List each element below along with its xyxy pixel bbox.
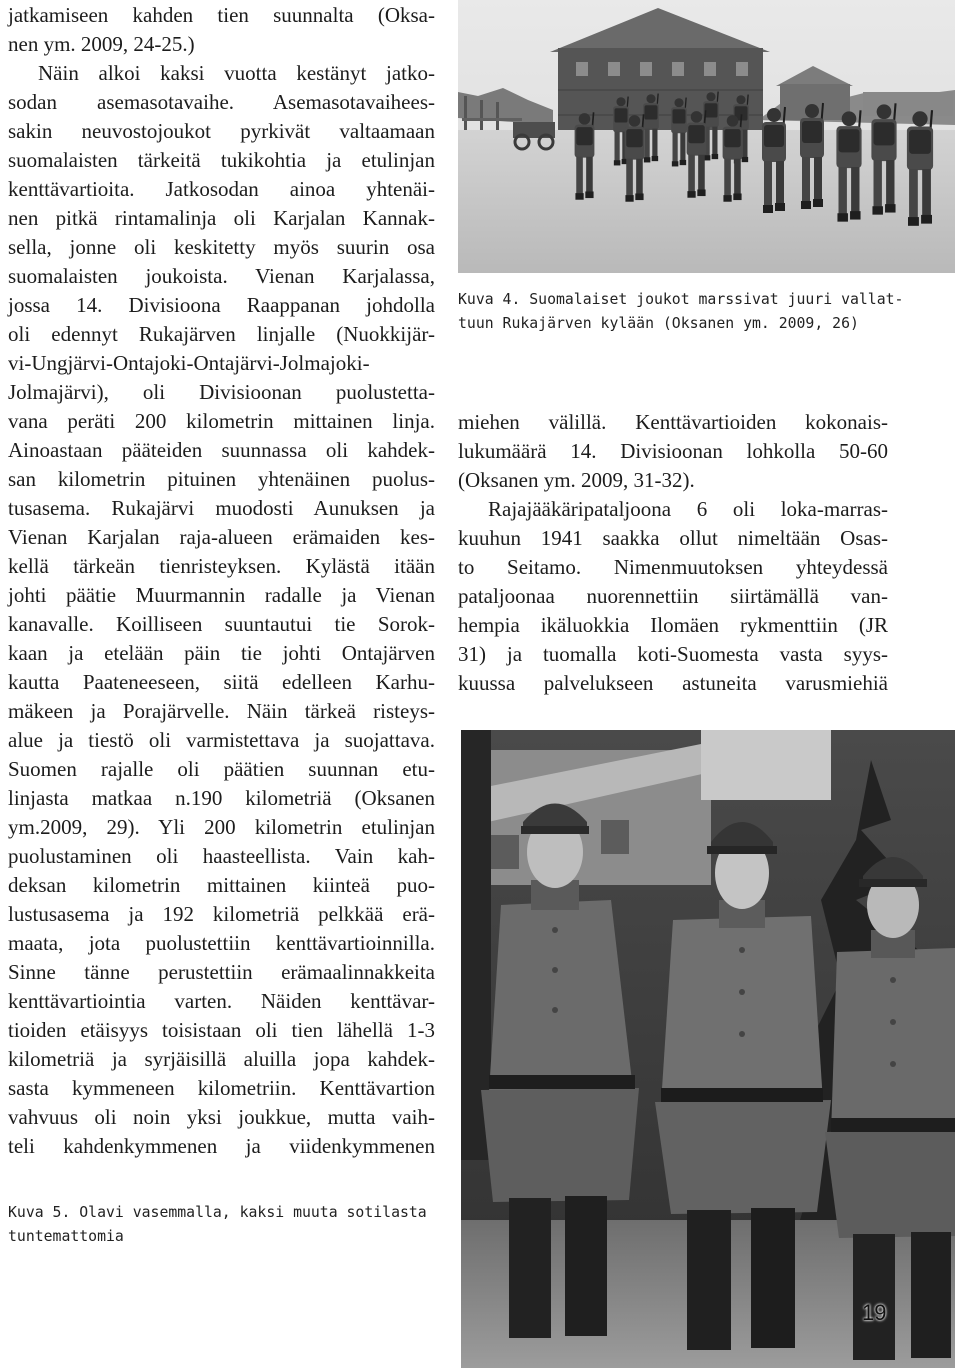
text-line: sasta kymmeneen kilometriin. Kenttävartion (8, 1076, 435, 1100)
text-line: kuuhun 1941 saakka ollut nimeltään Osas- (458, 526, 888, 550)
paragraph (8, 1, 435, 59)
photo-marching-soldiers (458, 0, 955, 273)
house (461, 742, 711, 885)
text-line: ym.2009, 29). Yli 200 kilometrin etulinjan (8, 815, 435, 839)
sky (701, 730, 831, 800)
text-line: san kilometrin pituinen yhtenäinen puolus- (8, 467, 435, 491)
paragraph (458, 495, 888, 698)
text-line: maata, jota puolustettiin kenttävartioinnilla. (8, 931, 435, 955)
text-line: suomalaisten tärkeitä tukikohtia ja etulinjan (8, 148, 435, 172)
text-line: vahvuus oli noin yksi joukkue, mutta vaih- (8, 1105, 435, 1129)
text-line: linjasta matkaa n.190 kilometriä (Oksanen (8, 786, 435, 810)
text-line: teli kahdenkymmenen ja viidenkymmenen (8, 1134, 435, 1158)
text-line: miehen välillä. Kenttävartioiden kokonais- (458, 410, 888, 434)
text-line: kanavalle. Koilliseen suuntautui tie Sorok- (8, 612, 435, 636)
text-line: puolustaminen oli haasteellista. Vain kah- (8, 844, 435, 868)
figure-4-caption (458, 288, 903, 336)
text-line: sodan asemasotavaihe. Asemasotavaihees- (8, 90, 435, 114)
caption-line: tuntemattomia (8, 1228, 124, 1245)
text-line: vana peräti 200 kilometrin mittainen linja. (8, 409, 435, 433)
text-line: vi-Ungjärvi-Ontajoki-Ontajärvi-Jolmajoki- (8, 351, 370, 375)
paragraph (8, 59, 435, 1161)
text-line: deksan kilometrin mittainen kiinteä puo- (8, 873, 435, 897)
text-line: jossa 14. Divisioona Raappanan johdolla (8, 293, 435, 317)
text-line: hempia ikäluokkia Ilomäen rykmenttiin (JR (458, 613, 888, 637)
text-line: lukumäärä 14. Divisioonan lohkolla 50-60 (458, 439, 888, 463)
text-line: mäkeen ja Porajärvelle. Näin tärkeä risteys- (8, 699, 435, 723)
figure-5-caption (8, 1201, 427, 1249)
text-line: kellä tärkeän tienristeyksen. Kylästä itään (8, 554, 435, 578)
text-line: lustusasema ja 192 kilometriä pelkkää erä- (8, 902, 435, 926)
text-line: oli edennyt Rukajärven linjalle (Nuokkijär- (8, 322, 435, 346)
text-line: to Seitamo. Nimenmuutoksen yhteydessä (458, 555, 888, 579)
text-line: kautta Paateneeseen, siitä edelleen Karhu- (8, 670, 435, 694)
text-line: kilometriä ja syrjäisillä aluilla jopa kahdek- (8, 1047, 435, 1071)
text-line: Suomen rajalle oli päätien suunnan etu- (8, 757, 435, 781)
text-line: nen ym. 2009, 24-25.) (8, 32, 195, 56)
text-line: suomalaisten joukoista. Vienan Karjalassa, (8, 264, 435, 288)
right-text-column (458, 408, 888, 698)
text-line: johti päätie Muurmannin radalle ja Vienan (8, 583, 435, 607)
page-number: 19 (862, 1300, 887, 1325)
text-line: tusasema. Rukajärvi muodosti Aunuksen ja (8, 496, 435, 520)
text-line: kenttävartiointia varten. Näiden kenttävar- (8, 989, 435, 1013)
text-line: nen pitkä rintamalinja oli Karjalan Kannak- (8, 206, 435, 230)
left-text-column (8, 1, 435, 1161)
paragraph (458, 408, 888, 495)
text-line: Näin alkoi kaksi vuotta kestänyt jatko- (38, 61, 435, 85)
text-line: Sinne tänne perustettiin erämaalinnakkeita (8, 960, 435, 984)
text-line: pataljoonaa nuorennettiin siirtämällä van- (458, 584, 888, 608)
caption-line: Kuva 5. Olavi vasemmalla, kaksi muuta sotilasta (8, 1204, 427, 1221)
text-line: 31) ja tuomalla koti-Suomesta vasta syys- (458, 642, 888, 666)
text-line: kuussa palvelukseen astuneita varusmiehiä (458, 671, 888, 695)
caption-line: Kuva 4. Suomalaiset joukot marssivat juuri vallat- (458, 291, 904, 308)
text-line: (Oksanen ym. 2009, 31-32). (458, 468, 695, 492)
text-line: Rajajääkäripataljoona 6 oli loka-marras- (488, 497, 888, 521)
text-line: Jolmajärvi), oli Divisioonan puolustetta- (8, 380, 435, 404)
text-line: alue ja tiestö oli varmistettava ja suojattava. (8, 728, 435, 752)
text-line: kenttävartioita. Jatkosodan ainoa yhtenäi- (8, 177, 435, 201)
text-line: sella, jonne oli keskitetty myös suurin osa (8, 235, 435, 259)
text-line: Vienan Karjalan raja-alueen erämaiden kes- (8, 525, 435, 549)
photo-three-soldiers (461, 730, 955, 1368)
text-line: tioiden etäisyys toisistaan oli tien lähellä 1-3 (8, 1018, 435, 1042)
caption-line: tuun Rukajärven kylään (Oksanen ym. 2009, 26) (458, 315, 859, 332)
text-line: jatkamiseen kahden tien suunnalta (Oksa- (8, 3, 435, 27)
text-line: kaan ja etelään päin tie johti Ontajärven (8, 641, 435, 665)
text-line: Ainoastaan pääteiden suunnassa oli kahdek- (8, 438, 435, 462)
text-line: sakin neuvostojoukot pyrkivät valtaamaan (8, 119, 435, 143)
